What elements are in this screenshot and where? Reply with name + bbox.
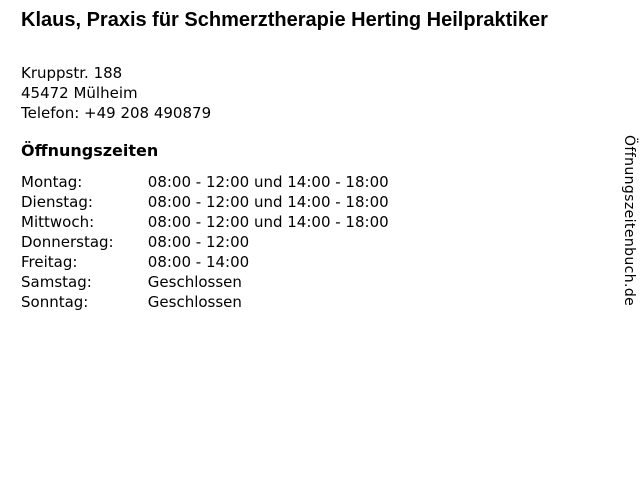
day-label: Montag:	[21, 173, 83, 191]
hours-row-saturday	[21, 272, 389, 292]
address-street: Kruppstr. 188	[21, 64, 123, 82]
time-value: 08:00 - 12:00 und 14:00 - 18:00	[147, 173, 389, 191]
hours-row-tuesday	[21, 192, 389, 212]
time-value: 08:00 - 12:00	[147, 233, 250, 251]
day-label: Freitag:	[21, 253, 78, 271]
time-value: Geschlossen	[147, 293, 242, 311]
hours-row-wednesday	[21, 212, 389, 232]
day-label: Dienstag:	[21, 193, 93, 211]
time-value: 08:00 - 12:00 und 14:00 - 18:00	[147, 193, 389, 211]
hours-row-thursday	[21, 232, 389, 252]
day-label: Samstag:	[21, 273, 92, 291]
time-value: 08:00 - 14:00	[147, 253, 250, 271]
time-value: 08:00 - 12:00 und 14:00 - 18:00	[147, 213, 389, 231]
opening-hours-table	[21, 172, 389, 312]
hours-row-monday	[21, 172, 389, 192]
day-label: Donnerstag:	[21, 233, 114, 251]
address-city: 45472 Mülheim	[21, 84, 138, 102]
hours-row-friday	[21, 252, 389, 272]
day-label: Mittwoch:	[21, 213, 95, 231]
address-block	[21, 63, 211, 123]
time-value: Geschlossen	[147, 273, 242, 291]
day-label: Sonntag:	[21, 293, 89, 311]
opening-hours-heading: Öffnungszeiten	[21, 141, 159, 160]
page-title: Klaus, Praxis für Schmerztherapie Herting Heilpraktiker	[21, 9, 548, 31]
watermark-brand-link[interactable]: Öffnungszeitenbuch.de	[621, 135, 637, 307]
address-phone: Telefon: +49 208 490879	[21, 104, 212, 122]
hours-row-sunday	[21, 292, 389, 312]
